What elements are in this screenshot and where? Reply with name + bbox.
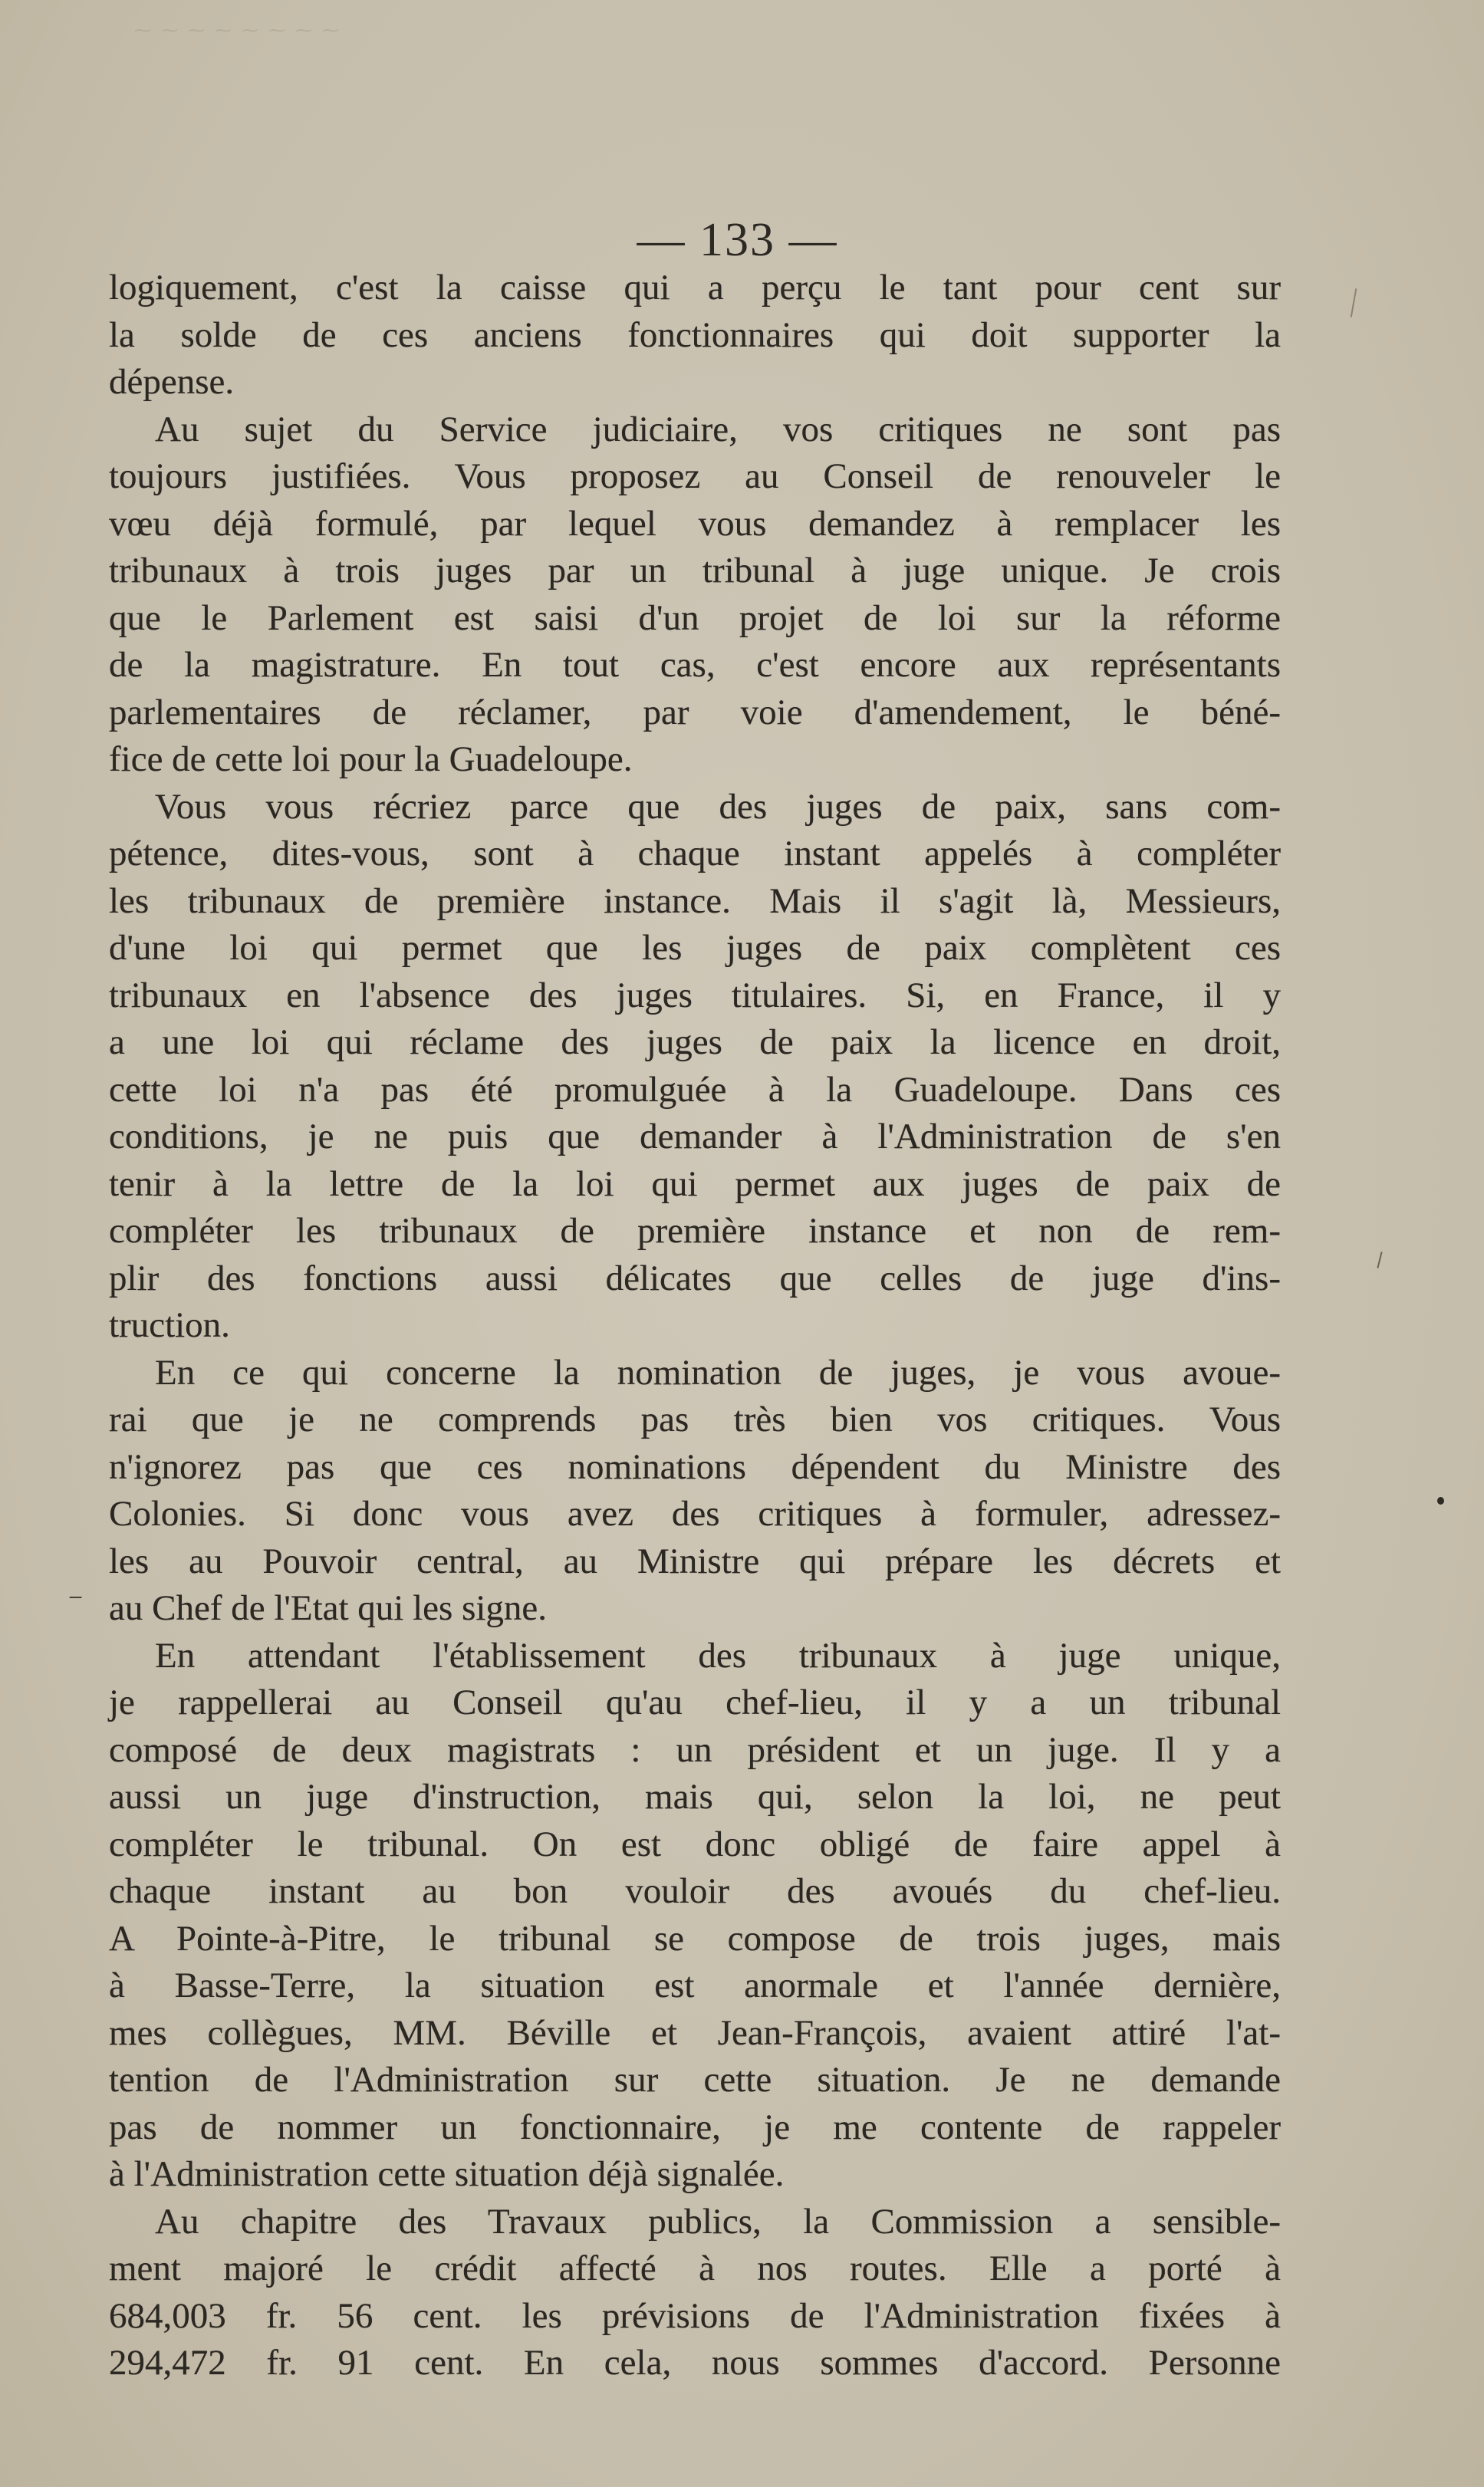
- text-line: au Chef de l'Etat qui les signe.: [109, 1588, 548, 1628]
- text-line: n'ignorez pas que ces nominations dépendent du Ministre des: [109, 1446, 1281, 1487]
- text-line: à l'Administration cette situation déjà signalée.: [109, 2154, 785, 2194]
- bleed-through-mark: ⁓ ⁓ ⁓ ⁓ ⁓ ⁓ ⁓ ⁓: [134, 21, 341, 38]
- text-line: Colonies. Si donc vous avez des critiques à formuler, adressez-: [109, 1494, 1281, 1534]
- text-line: la solde de ces anciens fonctionnaires qui doit supporter la: [109, 314, 1281, 355]
- text-line: mes collègues, MM. Béville et Jean-François, avaient attiré l'at-: [109, 2012, 1281, 2053]
- text-line: dépense.: [109, 362, 235, 402]
- text-line: tribunaux en l'absence des juges titulaires. Si, en France, il y: [109, 975, 1281, 1015]
- text-line: vœu déjà formulé, par lequel vous demandez à remplacer les: [109, 503, 1281, 544]
- text-line: que le Parlement est saisi d'un projet de loi sur la réforme: [109, 597, 1281, 638]
- text-line: composé de deux magistrats : un président et un juge. Il y a: [109, 1729, 1281, 1770]
- text-line: 684,003 fr. 56 cent. les prévisions de l'Administration fixées à: [109, 2295, 1281, 2336]
- text-line: compléter les tribunaux de première instance et non de rem-: [109, 1211, 1281, 1251]
- text-line: aussi un juge d'instruction, mais qui, selon la loi, ne peut: [109, 1777, 1281, 1817]
- text-line: d'une loi qui permet que les juges de paix complètent ces: [109, 928, 1281, 968]
- text-line: tenir à la lettre de la loi qui permet aux juges de paix de: [109, 1163, 1281, 1204]
- text-line: cette loi n'a pas été promulguée à la Guadeloupe. Dans ces: [109, 1069, 1281, 1110]
- text-line: rai que je ne comprends pas très bien vos critiques. Vous: [109, 1400, 1281, 1439]
- margin-dot-mark: [1437, 1497, 1444, 1505]
- text-line: fice de cette loi pour la Guadeloupe.: [109, 739, 633, 779]
- text-line: pétence, dites-vous, sont à chaque instant appelés à compléter: [109, 834, 1281, 873]
- text-line: de la magistrature. En tout cas, c'est encore aux représentants: [109, 645, 1281, 685]
- text-line: A Pointe-à-Pitre, le tribunal se compose de trois juges, mais: [109, 1918, 1281, 1959]
- text-line: En attendant l'établissement des tribunaux à juge unique,: [155, 1635, 1281, 1676]
- text-line: je rappellerai au Conseil qu'au chef-lieu, il y a un tribunal: [109, 1683, 1281, 1722]
- text-line: tention de l'Administration sur cette situation. Je ne demande: [109, 2060, 1281, 2100]
- text-line: chaque instant au bon vouloir des avoués du chef-lieu.: [109, 1871, 1281, 1911]
- text-line: a une loi qui réclame des juges de paix la licence en droit,: [109, 1022, 1281, 1062]
- body-text: [109, 265, 1281, 2387]
- margin-dash-mark: ⁻: [67, 1585, 84, 1620]
- text-line: Au sujet du Service judiciaire, vos critiques ne sont pas: [155, 409, 1281, 449]
- text-line: 294,472 fr. 91 cent. En cela, nous sommes d'accord. Personne: [109, 2343, 1281, 2383]
- text-line: les au Pouvoir central, au Ministre qui prépare les décrets et: [109, 1541, 1281, 1581]
- text-line: logiquement, c'est la caisse qui a perçu le tant pour cent sur: [109, 268, 1281, 308]
- text-line: conditions, je ne puis que demander à l'Administration de s'en: [109, 1117, 1281, 1156]
- text-line: pas de nommer un fonctionnaire, je me contente de rappeler: [109, 2107, 1281, 2147]
- text-line: truction.: [109, 1305, 230, 1345]
- text-line: plir des fonctions aussi délicates que celles de juge d'ins-: [109, 1258, 1281, 1298]
- text-line: ment majoré le crédit affecté à nos routes. Elle a porté à: [109, 2248, 1281, 2288]
- text-line: compléter le tribunal. On est donc obligé de faire appel à: [109, 1824, 1281, 1864]
- text-line: tribunaux à trois juges par un tribunal à juge unique. Je crois: [109, 551, 1281, 590]
- page-number: — 133 —: [637, 214, 838, 266]
- text-line: parlementaires de réclamer, par voie d'amendement, le béné-: [109, 692, 1281, 732]
- text-line: Vous vous récriez parce que des juges de paix, sans com-: [155, 786, 1281, 827]
- margin-tick-mark-top: [1351, 288, 1357, 317]
- text-line: les tribunaux de première instance. Mais il s'agit là, Messieurs,: [109, 880, 1281, 921]
- text-line: En ce qui concerne la nomination de juges, je vous avoue-: [155, 1352, 1281, 1393]
- text-line: toujours justifiées. Vous proposez au Conseil de renouveler le: [109, 456, 1281, 496]
- margin-tick-mark: [1377, 1252, 1382, 1268]
- text-line: à Basse-Terre, la situation est anormale et l'année dernière,: [109, 1966, 1281, 2005]
- text-line: Au chapitre des Travaux publics, la Commission a sensible-: [155, 2201, 1281, 2242]
